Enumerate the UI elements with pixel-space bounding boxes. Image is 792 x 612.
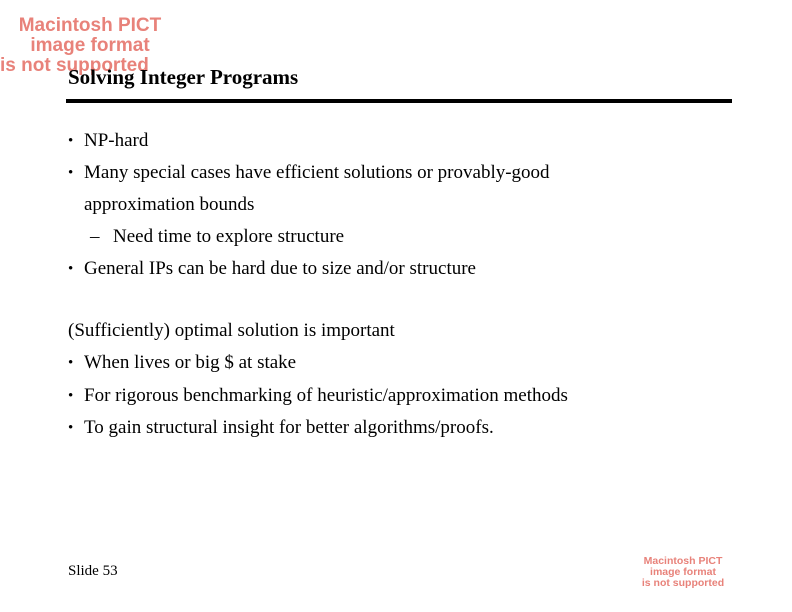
bullet-text-continuation: approximation bounds	[84, 194, 255, 215]
slide-title: Solving Integer Programs	[68, 65, 299, 89]
title-underline	[66, 99, 732, 103]
pict-placeholder-line: is not supported	[641, 577, 725, 589]
slide-number: Slide 53	[68, 563, 118, 579]
bullet-icon: •	[68, 165, 74, 181]
bullet-text: To gain structural insight for better algorithms/proofs.	[84, 417, 494, 438]
bullet-icon: •	[68, 355, 74, 371]
pict-placeholder-line: Macintosh PICT	[643, 555, 723, 567]
sub-bullet-text: Need time to explore structure	[113, 226, 345, 247]
bullet-text: For rigorous benchmarking of heuristic/approximation methods	[84, 385, 568, 406]
pict-placeholder-line: is not supported	[0, 55, 149, 76]
bullet-text: When lives or big $ at stake	[84, 352, 297, 373]
pict-placeholder-line: Macintosh PICT	[18, 15, 162, 36]
bullet-text: General IPs can be hard due to size and/or structure	[84, 258, 476, 279]
section-heading: (Sufficiently) optimal solution is important	[68, 320, 395, 341]
bullet-icon: •	[68, 133, 74, 149]
bullet-icon: •	[68, 420, 74, 436]
dash-icon: –	[90, 226, 100, 247]
pict-placeholder-line: image format	[30, 35, 150, 56]
pict-placeholder-bottom-right	[634, 556, 732, 589]
pict-placeholder-line: image format	[650, 566, 716, 578]
bullet-text: NP-hard	[84, 130, 149, 151]
bullet-icon: •	[68, 388, 74, 404]
bullet-icon: •	[68, 261, 74, 277]
bullet-text: Many special cases have efficient solutions or provably-good	[84, 162, 550, 183]
